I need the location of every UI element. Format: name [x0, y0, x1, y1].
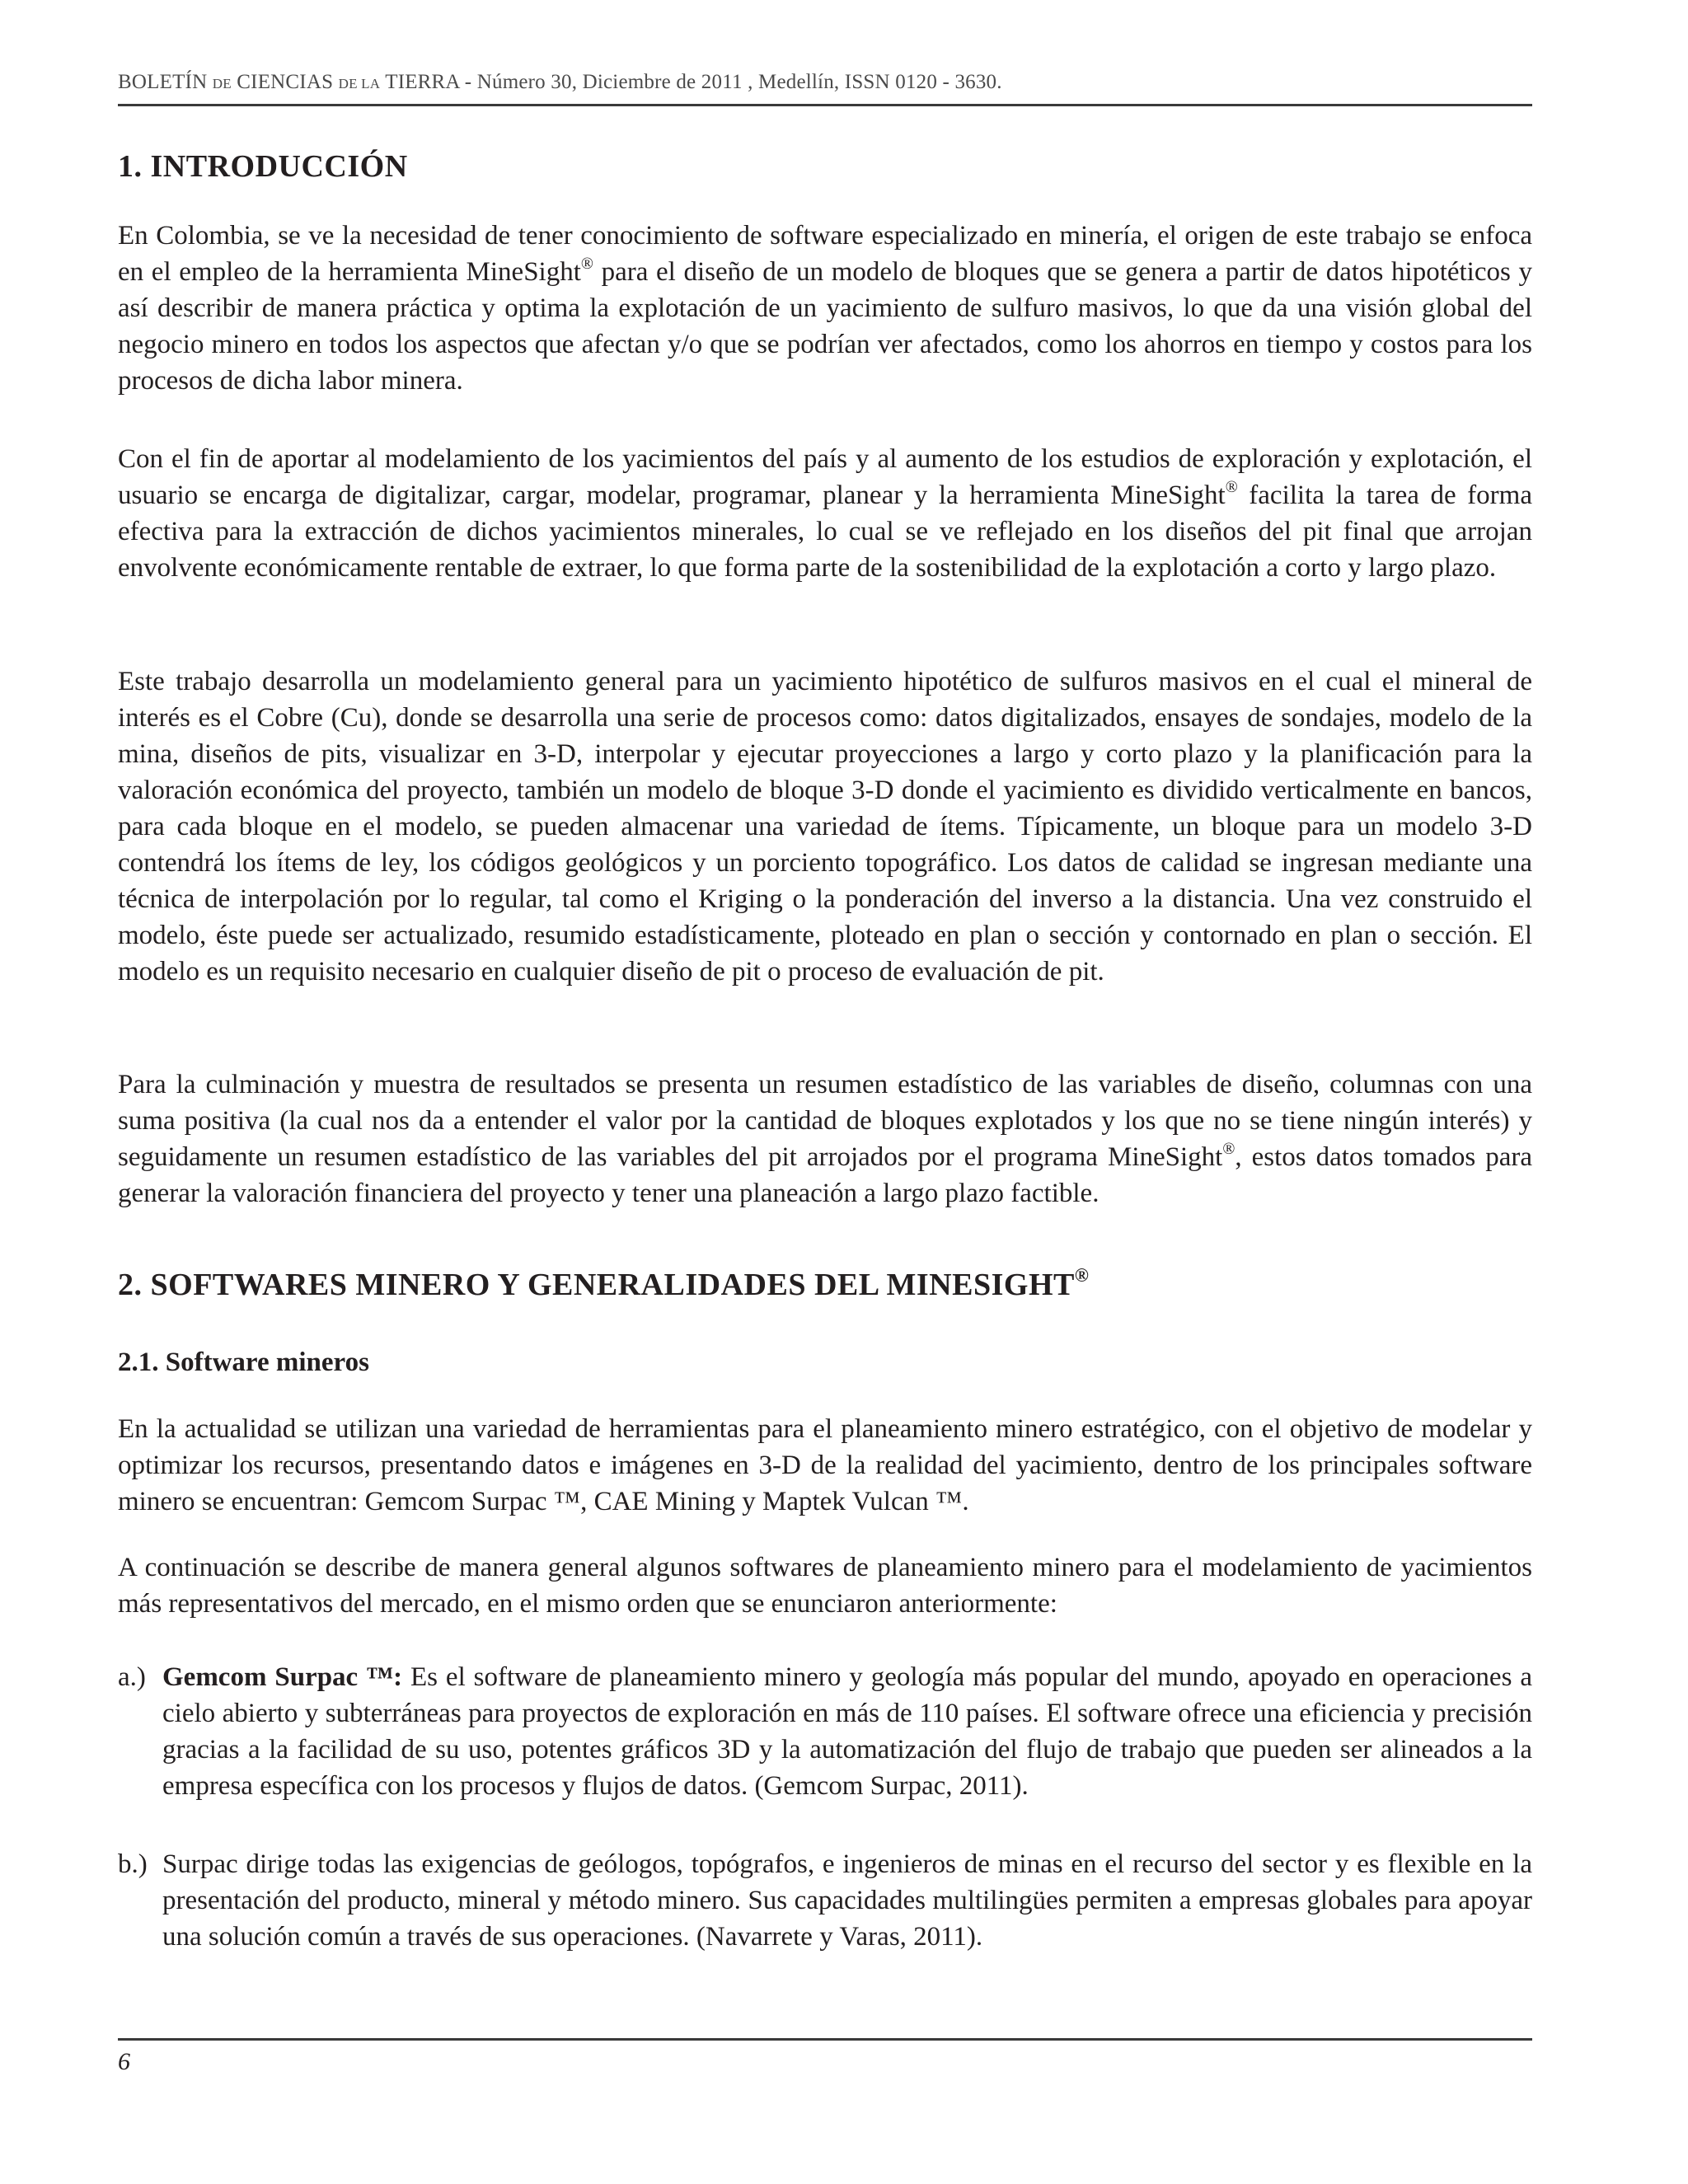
intro-p1-text-b: para el diseño de un modelo de bloques que se genera a partir de datos hipotéticos y así describir de manera práctica y optima la explotación de un yacimiento de sulfuro masivos, lo que da una visión global del negocio minero en todos los aspectos que afectan y/o que se podrían ver afectados, como los ahorros en tiempo y costos para los procesos de dicha labor minera. — [118, 257, 1532, 396]
section2-paragraph-2: A continuación se describe de manera general algunos softwares de planeamiento minero para el modelamiento de yacimientos más representativos del mercado, en el mismo orden que se enunciaron anteriormente: — [118, 1553, 1532, 1619]
intro-paragraph-4 — [118, 1066, 1532, 1212]
intro-p2-text-a: Con el fin de aportar al modelamiento de los yacimientos del país y al aumento de los estudios de exploración y explotación, el usuario se encarga de digitalizar, cargar, modelar, programar, planear y la herramienta MineSight — [118, 444, 1532, 510]
running-header — [118, 71, 1532, 94]
section2-paragraph-1: En la actualidad se utilizan una variedad de herramientas para el planeamiento minero estratégico, con el objetivo de modelar y optimizar los recursos, presentando datos e imágenes en 3-D de la realidad del yacimiento, dentro de los principales software minero se encuentran: Gemcom Surpac ™, CAE Mining y Maptek Vulcan ™. — [118, 1414, 1532, 1516]
registered-mark: ® — [1074, 1265, 1090, 1286]
registered-mark: ® — [580, 255, 593, 274]
intro-paragraph-2 — [118, 441, 1532, 586]
header-part3: TIERRA - Número 30, Diciembre de 2011 , Medellín, ISSN 0120 - 3630. — [380, 71, 1002, 93]
registered-mark: ® — [1222, 1140, 1236, 1159]
intro-p4-text-b: , estos datos tomados para generar la valoración financiera del proyecto y tener una planeación a largo plazo factible. — [118, 1142, 1532, 1208]
list-item-a-lead: Gemcom Surpac ™: — [162, 1662, 403, 1692]
section2-heading — [118, 1267, 1089, 1303]
registered-mark: ® — [1225, 478, 1238, 497]
intro-p4-text-a: Para la culminación y muestra de resultados se presenta un resumen estadístico de las variables de diseño, columnas con una suma positiva (la cual nos da a entender el valor por la cantidad de bloques explotados y los que no se tiene ningún interés) y seguidamente un resumen estadístico de las variables del pit arrojados por el programa MineSight — [118, 1070, 1532, 1172]
header-rule — [118, 104, 1532, 106]
intro-p1-text-a: En Colombia, se ve la necesidad de tener conocimiento de software especializado en minería, el origen de este trabajo se enfoca en el empleo de la herramienta MineSight — [118, 221, 1532, 287]
list-item-b-text: Surpac dirige todas las exigencias de geólogos, topógrafos, e ingenieros de minas en el recurso del sector y es flexible en la presentación del producto, mineral y método minero. Sus capacidades multilingües permiten a empresas globales para apoyar una solución común a través de sus operaciones. (Navarrete y Varas, 2011). — [162, 1849, 1532, 1952]
list-item-a — [118, 1659, 1532, 1804]
intro-paragraph-1 — [118, 218, 1532, 399]
list-item-b — [118, 1846, 1532, 1955]
header-part1: BOLETÍN — [118, 71, 213, 93]
footer-rule — [118, 2038, 1532, 2041]
page-number: 6 — [118, 2048, 130, 2075]
list-item-b-label: b.) — [118, 1849, 148, 1879]
section1-heading: 1. INTRODUCCIÓN — [118, 149, 408, 184]
intro-p2-text-b: facilita la tarea de forma efectiva para la extracción de dichos yacimientos minerales, lo cual se ve reflejado en los diseños del pit final que arrojan envolvente económicamente rentable de extraer, lo que forma parte de la sostenibilidad de la explotación a corto y largo plazo. — [118, 480, 1532, 583]
subsection-2-1-heading: 2.1. Software mineros — [118, 1347, 369, 1377]
header-de1: DE — [212, 76, 232, 91]
section2-heading-text: 2. SOFTWARES MINERO Y GENERALIDADES DEL MINESIGHT — [118, 1268, 1075, 1302]
list-item-a-text: Es el software de planeamiento minero y geología más popular del mundo, apoyado en operaciones a cielo abierto y subterráneas para proyectos de exploración en más de 110 países. El software ofrece una eficiencia y precisión gracias a la facilidad de su uso, potentes gráficos 3D y la automatización del flujo de trabajo que pueden ser alineados a la empresa específica con los procesos y flujos de datos. (Gemcom Surpac, 2011). — [162, 1662, 1532, 1801]
list-item-a-label: a.) — [118, 1662, 146, 1692]
header-de2: DE LA — [338, 76, 381, 91]
header-part2: CIENCIAS — [231, 71, 339, 93]
intro-paragraph-3: Este trabajo desarrolla un modelamiento general para un yacimiento hipotético de sulfuros masivos en el cual el mineral de interés es el Cobre (Cu), donde se desarrolla una serie de procesos como: datos digitalizados, ensayes de sondajes, modelo de la mina, diseños de pits, visualizar en 3-D, interpolar y ejecutar proyecciones a largo y corto plazo y la planificación para la valoración económica del proyecto, también un modelo de bloque 3-D donde el yacimiento es dividido verticalmente en bancos, para cada bloque en el modelo, se pueden almacenar una variedad de ítems. Típicamente, un bloque para un modelo 3-D contendrá los ítems de ley, los códigos geológicos y un porciento topográfico. Los datos de calidad se ingresan mediante una técnica de interpolación por lo regular, tal como el Kriging o la ponderación del inverso a la distancia. Una vez construido el modelo, éste puede ser actualizado, resumido estadísticamente, ploteado en plan o sección y contornado en plan o sección. El modelo es un requisito necesario en cualquier diseño de pit o proceso de evaluación de pit. — [118, 667, 1532, 987]
